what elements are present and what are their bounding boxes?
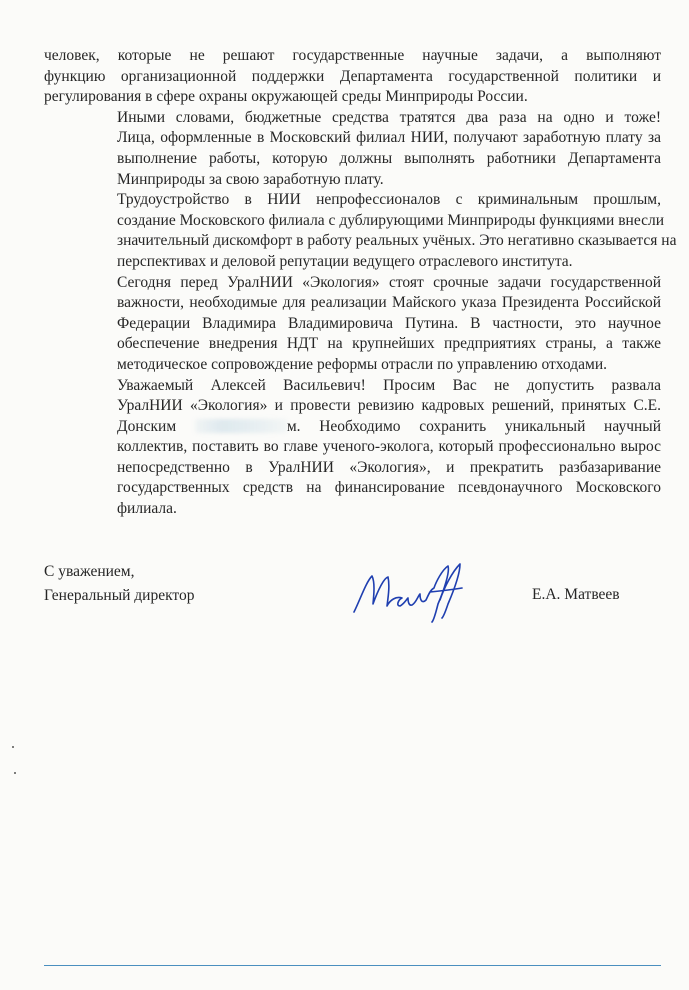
text-line: создание Московского филиала с дублирующими Минприроды функциями внесли [117,211,665,229]
text-line: человек, которые не решают государственные научные задачи, а выполняют [44,47,661,64]
text-line: значительный дискомфорт в работу реальных учёных. Это негативно сказывается на [117,232,677,250]
footer-rule [44,965,661,966]
text-line: регулирования в сфере охраны окружающей среды Минприроды России. [44,88,528,106]
text-line: непосредственно в УралНИИ «Экология», и прекратить разбазаривание [117,458,661,476]
text-fragment: Донским [117,417,177,435]
text-fragment: м. Необходимо сохранить уникальный научный [286,417,661,435]
scan-speck [14,772,16,774]
text-line: Трудоустройство в НИИ непрофессионалов с криминальным прошлым, [117,191,661,209]
text-line: УралНИИ «Экология» и провести ревизию кадровых решений, принятых С.Е. [117,397,661,415]
scan-speck [12,746,14,748]
paragraph-2 [44,108,661,190]
closing-position: Генеральный директор [44,587,195,604]
text-line: коллектив, поставить во главе ученого-эколога, который профессионально вырос [117,438,661,456]
text-line: Федерации Владимира Владимировича Путина. В частности, это научное [117,314,661,332]
text-line: Лица, оформленные в Московский филиал НИИ, получают заработную плату за [117,129,661,147]
text-line: государственных средств на финансирование псевдонаучного Московского [117,479,661,497]
text-line: Минприроды за свою заработную плату. [117,170,384,188]
text-line: перспективах и деловой репутации ведущего отраслевого института. [117,252,573,270]
text-line: функцию организационной поддержки Департамента государственной политики и [44,67,661,85]
text-line: филиала. [117,500,177,518]
text-line-redacted [44,417,661,438]
text-line: Иными словами, бюджетные средства тратятся два раза на одно и тоже! [117,108,661,126]
text-line: выполнение работы, которую должны выполнять работники Департамента [117,149,661,167]
paragraph-3 [44,190,677,272]
redaction-blur [195,419,287,433]
signature-image [350,560,480,624]
paragraph-1 [44,46,661,108]
closing-regards: С уважением, [44,563,135,580]
paragraph-4 [44,273,661,376]
director-name: Е.А. Матвеев [532,586,620,603]
text-line: Сегодня перед УралНИИ «Экология» стоят срочные задачи государственной [117,273,661,291]
text-line: обеспечение внедрения НДТ на крупнейших предприятиях страны, а также [117,335,661,353]
text-line: важности, необходимые для реализации Майского указа Президента Российской [117,294,661,312]
paragraph-5 [44,376,661,520]
text-line: Уважаемый Алексей Васильевич! Просим Вас не допустить развала [117,376,661,394]
letter-body [44,46,677,520]
text-line: методическое сопровождение реформы отрасли по управлению отходами. [117,355,607,373]
closing-block [44,560,195,608]
